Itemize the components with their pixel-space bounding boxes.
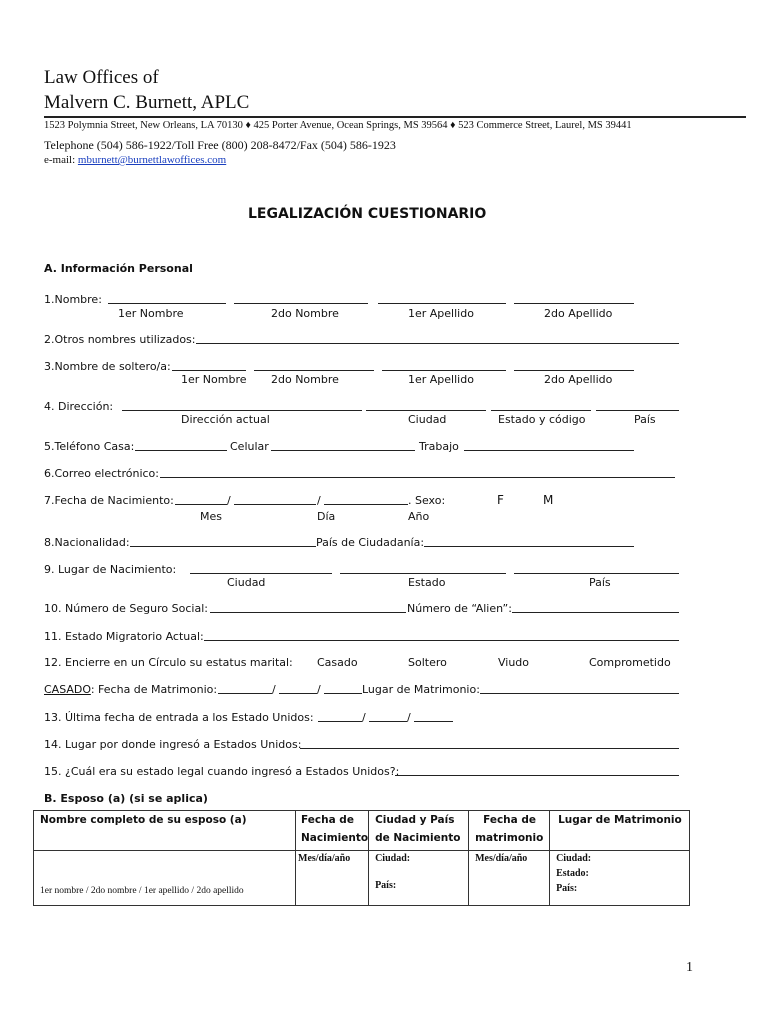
q7-month-field[interactable]	[175, 504, 227, 505]
q10-alien-number-field[interactable]	[512, 612, 679, 613]
q3-first-name-field[interactable]	[172, 370, 246, 371]
q4-street-field[interactable]	[122, 410, 362, 411]
q7-slash-1: /	[227, 494, 231, 507]
birth-date-hint: Mes/día/año	[298, 853, 351, 864]
email-line	[44, 154, 226, 166]
email-label: e-mail:	[44, 154, 78, 166]
spouse-name-hint: 1er nombre / 2do nombre / 1er apellido / 2do apellido	[40, 886, 244, 896]
q14-label: 14. Lugar por donde ingresó a Estados Unidos:	[44, 738, 302, 751]
q3-label: 3.Nombre de soltero/a:	[44, 360, 171, 373]
q12-option-single[interactable]: Soltero	[408, 656, 447, 669]
q5-work-phone-field[interactable]	[464, 450, 634, 451]
q10-ssn-field[interactable]	[210, 612, 406, 613]
q9-state-field[interactable]	[340, 573, 506, 574]
q3-middle-name-field[interactable]	[254, 370, 374, 371]
q8-citizenship-field[interactable]	[424, 546, 634, 547]
q9-country-field[interactable]	[514, 573, 679, 574]
q9-label: 9. Lugar de Nacimiento:	[44, 563, 177, 576]
q1-second-last-name-field[interactable]	[514, 303, 634, 304]
q5-label: 5.Teléfono Casa:	[44, 440, 135, 453]
col-marriage-date-header	[469, 811, 550, 851]
cell-spouse-name[interactable]	[34, 851, 296, 906]
q7-sub-year: Año	[408, 510, 430, 523]
q10-alien-label: Número de “Alien”:	[407, 602, 512, 615]
q8-label: 8.Nacionalidad:	[44, 536, 130, 549]
q10-label: 10. Número de Seguro Social:	[44, 602, 208, 615]
q3-sub-first: 1er Nombre	[181, 373, 247, 386]
married-label: CASADO	[44, 683, 91, 696]
phone-line: Telephone (504) 586-1922/Toll Free (800) 208-8472/Fax (504) 586-1923	[44, 138, 396, 152]
q6-email-field[interactable]	[160, 477, 675, 478]
marriage-date-hint: Mes/día/año	[475, 853, 528, 864]
q5-home-phone-field[interactable]	[135, 450, 227, 451]
col-birth-place-header	[369, 811, 469, 851]
col-marriage-date-text-1: Fecha de	[483, 814, 537, 826]
marriage-country-hint: País:	[556, 883, 578, 894]
q9-sub-city: Ciudad	[227, 576, 266, 589]
marriage-month-field[interactable]	[218, 693, 272, 694]
col-birth-date-text-1: Fecha de	[301, 814, 354, 826]
spouse-table	[33, 810, 690, 906]
q14-entry-place-field[interactable]	[300, 748, 679, 749]
page-title: LEGALIZACIÓN CUESTIONARIO	[248, 206, 487, 222]
married-line	[44, 683, 217, 696]
cell-marriage-date[interactable]	[469, 851, 550, 906]
marriage-state-hint: Estado:	[556, 868, 589, 879]
q4-sub-state: Estado y código	[498, 413, 586, 426]
q15-legal-status-field[interactable]	[395, 775, 679, 776]
marriage-day-field[interactable]	[279, 693, 317, 694]
cell-birth-date[interactable]	[296, 851, 369, 906]
cell-marriage-place[interactable]	[550, 851, 690, 906]
q4-city-field[interactable]	[366, 410, 486, 411]
col-birth-place-text-2: de Nacimiento	[375, 832, 461, 844]
q7-label: 7.Fecha de Nacimiento:	[44, 494, 174, 507]
q12-label: 12. Encierre en un Círculo su estatus marital:	[44, 656, 293, 669]
q9-sub-state: Estado	[408, 576, 446, 589]
col-marriage-place-text: Lugar de Matrimonio	[558, 814, 682, 826]
q4-sub-address: Dirección actual	[181, 413, 270, 426]
page-number: 1	[686, 960, 693, 975]
q3-second-last-name-field[interactable]	[514, 370, 634, 371]
q7-slash-2: /	[317, 494, 321, 507]
q13-month-field[interactable]	[318, 721, 362, 722]
birth-city-hint: Ciudad:	[375, 853, 411, 864]
q7-sub-day: Día	[317, 510, 336, 523]
marriage-city-hint: Ciudad:	[556, 853, 592, 864]
q1-last-name-field[interactable]	[378, 303, 506, 304]
q13-year-field[interactable]	[414, 721, 453, 722]
q1-sub-last: 1er Apellido	[408, 307, 474, 320]
q5-cell-label: Celular	[230, 440, 269, 453]
q2-other-names-field[interactable]	[196, 343, 679, 344]
q3-sub-last: 1er Apellido	[408, 373, 474, 386]
q7-day-field[interactable]	[234, 504, 316, 505]
q13-slash-1: /	[362, 711, 366, 724]
section-a-heading: A. Información Personal	[44, 262, 193, 275]
birth-country-hint: País:	[375, 880, 397, 891]
q13-slash-2: /	[407, 711, 411, 724]
marriage-year-field[interactable]	[324, 693, 362, 694]
q2-label: 2.Otros nombres utilizados:	[44, 333, 196, 346]
q4-sub-city: Ciudad	[408, 413, 447, 426]
q12-option-widowed[interactable]: Viudo	[498, 656, 530, 669]
q7-sub-month: Mes	[200, 510, 222, 523]
firm-name-line1: Law Offices of	[44, 67, 159, 88]
cell-birth-place[interactable]	[369, 851, 469, 906]
section-b-heading: B. Esposo (a) (si se aplica)	[44, 792, 208, 805]
q9-city-field[interactable]	[190, 573, 332, 574]
q1-sub-first: 1er Nombre	[118, 307, 184, 320]
q7-sex-male[interactable]: M	[543, 493, 554, 507]
q7-sex-female[interactable]: F	[497, 493, 504, 507]
q5-cell-phone-field[interactable]	[271, 450, 415, 451]
col-birth-date-header	[296, 811, 369, 851]
q11-status-field[interactable]	[204, 640, 679, 641]
marriage-slash-1: /	[272, 683, 276, 696]
col-marriage-place-header	[550, 811, 690, 851]
q15-label: 15. ¿Cuál era su estado legal cuando ingresó a Estados Unidos?:	[44, 765, 400, 778]
q3-sub-second-last: 2do Apellido	[544, 373, 613, 386]
col-spouse-name-header	[34, 811, 296, 851]
q11-label: 11. Estado Migratorio Actual:	[44, 630, 204, 643]
col-birth-date-text-2: Nacimiento	[301, 832, 369, 844]
q7-sex-label: . Sexo:	[408, 494, 446, 507]
q1-label: 1.Nombre:	[44, 293, 102, 306]
marriage-slash-2: /	[317, 683, 321, 696]
q4-country-field[interactable]	[596, 410, 679, 411]
q5-work-label: Trabajo	[419, 440, 459, 453]
col-spouse-name-text: Nombre completo de su esposo (a)	[40, 814, 247, 826]
header-rule	[44, 116, 746, 118]
q12-option-married[interactable]: Casado	[317, 656, 358, 669]
q1-middle-name-field[interactable]	[234, 303, 368, 304]
col-birth-place-text-1: Ciudad y País	[375, 814, 455, 826]
q8-citizenship-label: País de Ciudadanía:	[316, 536, 425, 549]
q4-sub-country: País	[634, 413, 656, 426]
marriage-place-field[interactable]	[480, 693, 679, 694]
col-marriage-date-text-2: matrimonio	[475, 832, 544, 844]
q6-label: 6.Correo electrónico:	[44, 467, 159, 480]
q3-sub-middle: 2do Nombre	[271, 373, 339, 386]
q9-sub-country: País	[589, 576, 611, 589]
q4-state-zip-field[interactable]	[491, 410, 591, 411]
email-link[interactable]: mburnett@burnettlawoffices.com	[77, 154, 227, 166]
marriage-place-label: Lugar de Matrimonio:	[362, 683, 480, 696]
q3-last-name-field[interactable]	[382, 370, 506, 371]
q8-nationality-field[interactable]	[130, 546, 316, 547]
marriage-date-label: : Fecha de Matrimonio:	[90, 683, 218, 696]
q1-sub-second-last: 2do Apellido	[544, 307, 613, 320]
office-addresses: 1523 Polymnia Street, New Orleans, LA 70130 ♦ 425 Porter Avenue, Ocean Springs, MS 39564 ♦ 523 Commerce Street, Laurel, MS 39441	[44, 120, 632, 131]
q4-label: 4. Dirección:	[44, 400, 114, 413]
q13-label: 13. Última fecha de entrada a los Estado Unidos:	[44, 711, 314, 724]
q1-sub-middle: 2do Nombre	[271, 307, 339, 320]
q1-first-name-field[interactable]	[108, 303, 226, 304]
firm-name-line2: Malvern C. Burnett, APLC	[44, 92, 250, 113]
q13-day-field[interactable]	[369, 721, 407, 722]
q7-year-field[interactable]	[324, 504, 408, 505]
q12-option-engaged[interactable]: Comprometido	[589, 656, 671, 669]
